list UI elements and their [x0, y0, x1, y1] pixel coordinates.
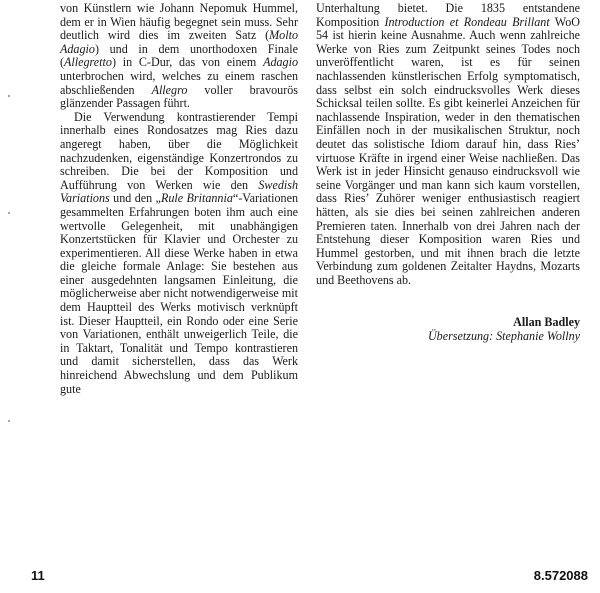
- text-run: Die Verwendung kontrastierender Tempi innerhalb eines Rondosatzes mag Ries dazu angeregt haben, über die Möglichkeit nachzudenken, eigenständige Konzertrondos zu schreiben. Die bei der Komposition und Aufführung von Werken wie den: [60, 109, 298, 192]
- catalogue-number: 8.572088: [533, 568, 588, 583]
- left-text-column: [60, 2, 298, 396]
- italic-text: Swedish Variations: [60, 177, 298, 206]
- text-run: und den „: [109, 191, 161, 206]
- text-run: unterbrochen wird, welches zu einem raschen abschließenden: [60, 68, 298, 97]
- paragraph: [60, 111, 298, 396]
- italic-text: Allegretto: [64, 55, 112, 70]
- italic-text: Rule Britannia: [160, 191, 233, 206]
- text-run: Unterhaltung bietet. Die 1835 entstandene Komposition: [316, 1, 580, 29]
- scan-speck: [8, 420, 10, 422]
- scan-speck: [8, 95, 10, 97]
- italic-text: Molto Adagio: [60, 28, 298, 56]
- page-number: 11: [31, 568, 45, 583]
- right-text-column: [316, 2, 580, 287]
- text-run: von Künstlern wie Johann Nepomuk Hummel, dem er in Wien häufig begegnet sein muss. Sehr deutlich wird dies im zweiten Satz (: [60, 1, 298, 43]
- paragraph: [60, 2, 298, 111]
- text-run: “-Variationen gesammelten Erfahrungen boten ihm auch eine wertvolle Gelegenheit, mit unabhängigen Konzertstücken für Klavier und Orchester zu experimentieren. All diese Werke haben in etwa die gleiche formale Anlage: Sie bestehen aus einer ausgedehnten langsamen Einleitung, die möglicherweise aber nicht notwendigerweise mit dem Hauptteil des Werks motivisch verknüpft ist. Dieser Hauptteil, ein Rondo oder eine Serie von Variationen, enthält unweigerlich Teile, die in Taktart, Tonalität und Tempo kontrastieren und damit sicherstellen, dass das Werk hinreichend Abwechslung und dem Publikum gute: [60, 191, 299, 396]
- text-run: WoO 54 ist hierin keine Ausnahme. Auch wenn zahlreiche Werke von Ries zum Zeitpunkt seines Todes noch unveröffentlicht waren, ist es für seinen nachlassenden künstlerischen Erfolg symptomatisch, dass selbst ein solch eindrucksvolles Werk dieses Schicksal teilen sollte. Es gibt keinerlei Anzeichen für nachlassende Inspiration, weder in den thematischen Einfällen noch in der musikalischen Struktur, noch deutet das solistische Idiom darauf hin, dass Ries’ virtuose Kräfte in irgend einer Weise nachließen. Das Werk ist in jeder Hinsicht genauso eindrucksvoll wie seine Vorgänger und man kann sich kaum vorstellen, dass Ries’ Zuhörer weniger enthusiastisch reagiert hätten, als sie dies bei seinen zahlreichen anderen Premieren taten. Innerhalb von drei Jahren nach der Entstehung dieser Komposition waren Ries und Hummel gestorben, und mit ihnen brach die letzte Verbindung zum goldenen Zeitalter Haydns, Mozarts und Beethovens ab.: [316, 14, 581, 287]
- text-run: ) in C-Dur, das von einem: [111, 55, 264, 70]
- scan-speck: [8, 212, 10, 214]
- signature-block: [316, 315, 580, 343]
- paragraph: [316, 2, 580, 287]
- translator-credit: Übersetzung: Stephanie Wollny: [427, 329, 580, 343]
- italic-text: Allegro: [151, 82, 188, 97]
- text-run: ) und in dem unorthodoxen Finale (: [60, 41, 298, 70]
- author-name: Allan Badley: [513, 315, 580, 329]
- italic-text: Adagio: [263, 55, 298, 70]
- text-run: voller bravourös glänzender Passagen führt.: [60, 82, 298, 111]
- italic-text: Introduction et Rondeau Brillant: [384, 14, 550, 29]
